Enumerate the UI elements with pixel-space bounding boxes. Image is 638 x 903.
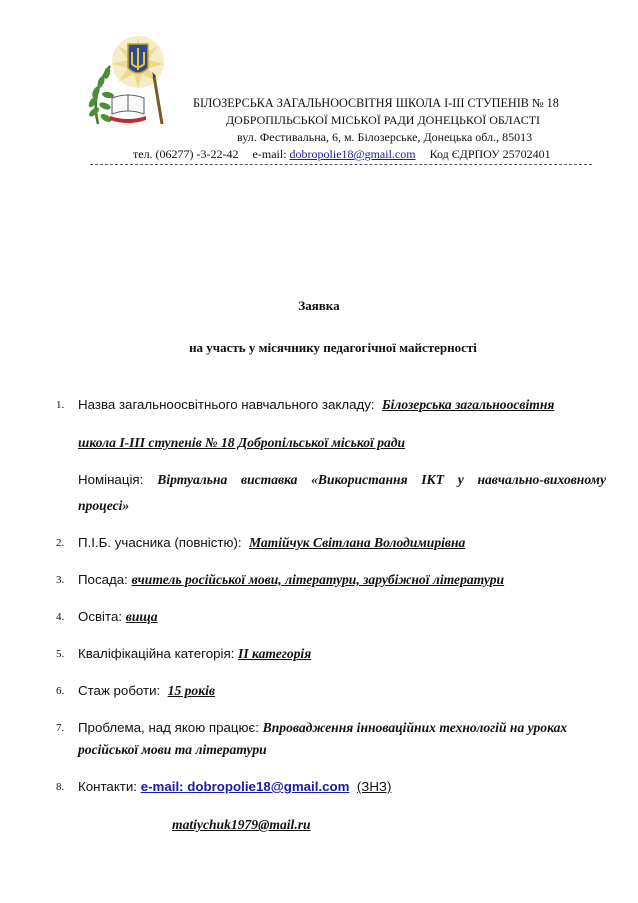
- item-value: ІІ категорія: [238, 646, 312, 661]
- item-number: 4.: [56, 611, 65, 623]
- item-label: Посада:: [78, 572, 128, 587]
- list-item-problem-cont: [78, 742, 606, 758]
- item-value: російської мови та літератури: [78, 742, 267, 757]
- item-number: 6.: [56, 685, 65, 697]
- list-item-experience: [56, 683, 606, 699]
- contact-email: dobropolie18@gmail.com: [187, 779, 350, 794]
- item-value: вища: [125, 609, 158, 624]
- contact-email-prefix: e-mail:: [140, 779, 184, 794]
- list-item-position: [56, 572, 606, 588]
- item-label: Назва загальноосвітнього навчального закладу:: [78, 397, 375, 412]
- list-item-problem: [56, 720, 606, 736]
- document-title: Заявка: [298, 298, 340, 313]
- list-item-school: [56, 397, 606, 413]
- item-number: 5.: [56, 648, 65, 660]
- edrpou-code: Код ЄДРПОУ 25702401: [429, 147, 551, 161]
- item-label: Стаж роботи:: [78, 683, 161, 698]
- item-number: 8.: [56, 781, 65, 793]
- item-value: Впровадження інноваційних технологій на уроках: [262, 720, 568, 735]
- contacts-line: [133, 147, 551, 161]
- item-number: 1.: [56, 399, 65, 411]
- contact-email-link[interactable]: [141, 779, 350, 794]
- item-value: 15 років: [167, 683, 215, 698]
- nomination-value: процесі»: [78, 498, 130, 513]
- document-subtitle: на участь у місячнику педагогічної майстерності: [189, 340, 477, 355]
- school-name-header: БІЛОЗЕРСЬКА ЗАГАЛЬНООСВІТНЯ ШКОЛА І-ІІІ СТУПЕНІВ № 18: [193, 96, 559, 110]
- list-item-participant: [56, 535, 606, 551]
- header-divider: [90, 164, 592, 165]
- email-label: e-mail:: [252, 147, 287, 161]
- item-value: школа І-ІІІ ступенів № 18 Добропільської міської ради: [78, 435, 406, 450]
- item-label: Освіта:: [78, 609, 123, 624]
- school-emblem-logo: [80, 32, 176, 132]
- item-number: 3.: [56, 574, 65, 586]
- phone-text: тел. (06277) -3-22-42: [133, 147, 239, 161]
- header-email-link[interactable]: dobropolie18@gmail.com: [289, 147, 416, 161]
- list-item-education: [56, 609, 606, 625]
- council-header: ДОБРОПІЛЬСЬКОЇ МІСЬКОЇ РАДИ ДОНЕЦЬКОЇ ОБЛАСТІ: [226, 113, 541, 127]
- org-label: (ЗНЗ): [356, 779, 392, 794]
- item-value: вчитель російської мови, літератури, зарубіжної літератури: [131, 572, 505, 587]
- list-item-nomination: [78, 472, 606, 488]
- item-number: 7.: [56, 722, 65, 734]
- address-line: вул. Фестивальна, 6, м. Білозерське, Донецька обл., 85013: [237, 130, 533, 144]
- nomination-value: Віртуальна виставка «Використання ІКТ у навчально-виховному: [157, 472, 606, 487]
- item-label: Контакти:: [78, 779, 137, 794]
- nomination-label: Номінація:: [78, 472, 144, 487]
- item-value: Білозерська загальноосвітня: [382, 397, 555, 412]
- list-item-category: [56, 646, 606, 662]
- item-value: Матійчук Світлана Володимирівна: [248, 535, 466, 550]
- item-label: Кваліфікаційна категорія:: [78, 646, 235, 661]
- item-label: Проблема, над якою працює:: [78, 720, 259, 735]
- item-number: 2.: [56, 537, 65, 549]
- list-item-contacts: [56, 779, 606, 795]
- item-label: П.І.Б. учасника (повністю):: [78, 535, 242, 550]
- list-item-school-cont: [78, 435, 606, 451]
- contact-email2-link[interactable]: matiychuk1979@mail.ru: [172, 817, 311, 832]
- list-item-nomination-cont: [78, 498, 606, 514]
- list-item-contacts-cont: [172, 817, 572, 833]
